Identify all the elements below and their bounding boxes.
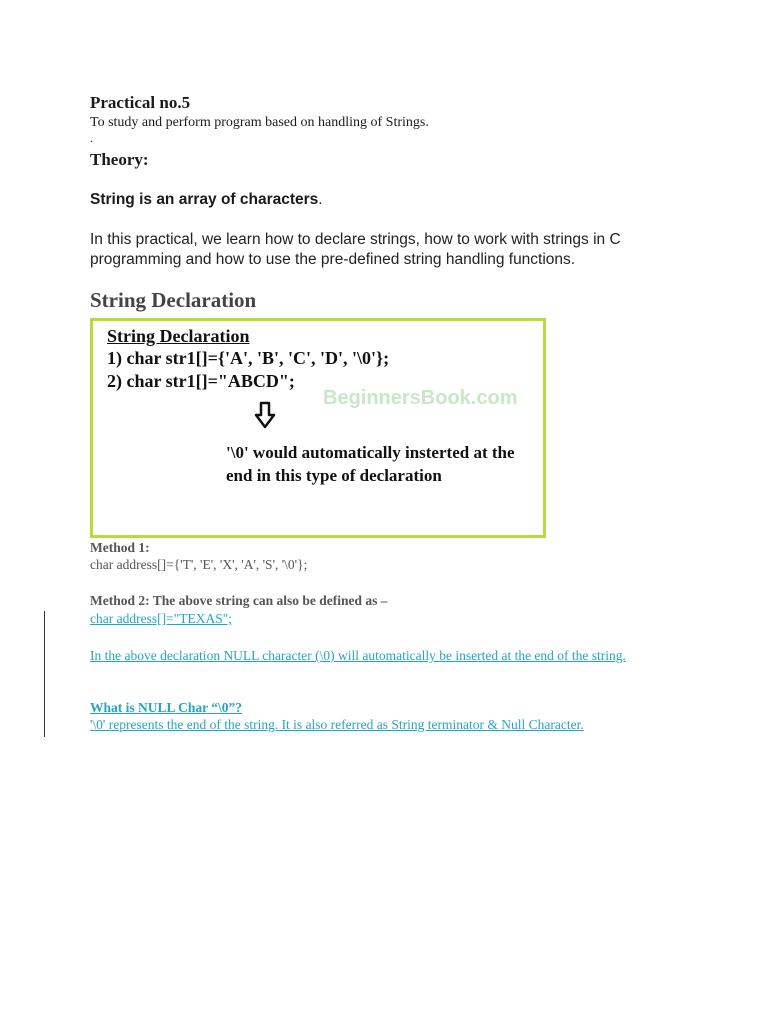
figure-title: String Declaration [107, 326, 250, 346]
margin-rule [44, 611, 45, 737]
string-declaration-figure [90, 318, 546, 538]
down-arrow-icon [253, 401, 277, 429]
intro-paragraph: In this practical, we learn how to declare strings, how to work with strings in C programming and how to use the pre-defined string handling functions. [90, 231, 621, 268]
method-1-code: char address[]={'T', 'E', 'X', 'A', 'S', '\0'}; [90, 557, 308, 572]
string-definition-tail: . [318, 191, 323, 208]
null-char-question-link[interactable]: What is NULL Char “\0”? [90, 700, 243, 715]
method-2-label: Method 2: The above string can also be defined as – [90, 593, 388, 608]
figure-watermark: BeginnersBook.com [323, 387, 518, 409]
figure-code-line-2: 2) char str1[]="ABCD"; [107, 371, 295, 391]
string-definition [90, 191, 323, 209]
string-definition-bold: String is an array of characters [90, 191, 319, 208]
stray-dot: . [90, 131, 93, 145]
theory-heading: Theory: [90, 150, 149, 169]
practical-title: Practical no.5 [90, 93, 191, 112]
figure-note: '\0' would automatically insterted at the end in this type of declaration [226, 443, 515, 485]
figure-code-line-1: 1) char str1[]={'A', 'B', 'C', 'D', '\0'}; [107, 348, 390, 368]
method-1-label: Method 1: [90, 540, 150, 555]
method-2-code-link[interactable]: char address[]="TEXAS"; [90, 611, 232, 626]
declaration-note-link[interactable]: In the above declaration NULL character (\0) will automatically be inserted at the end of the string. [90, 648, 626, 663]
practical-subtitle: To study and perform program based on handling of Strings. [90, 115, 429, 130]
null-char-answer-link[interactable]: '\0' represents the end of the string. It is also referred as String terminator & Null Character. [90, 717, 584, 732]
section-heading: String Declaration [90, 288, 257, 312]
